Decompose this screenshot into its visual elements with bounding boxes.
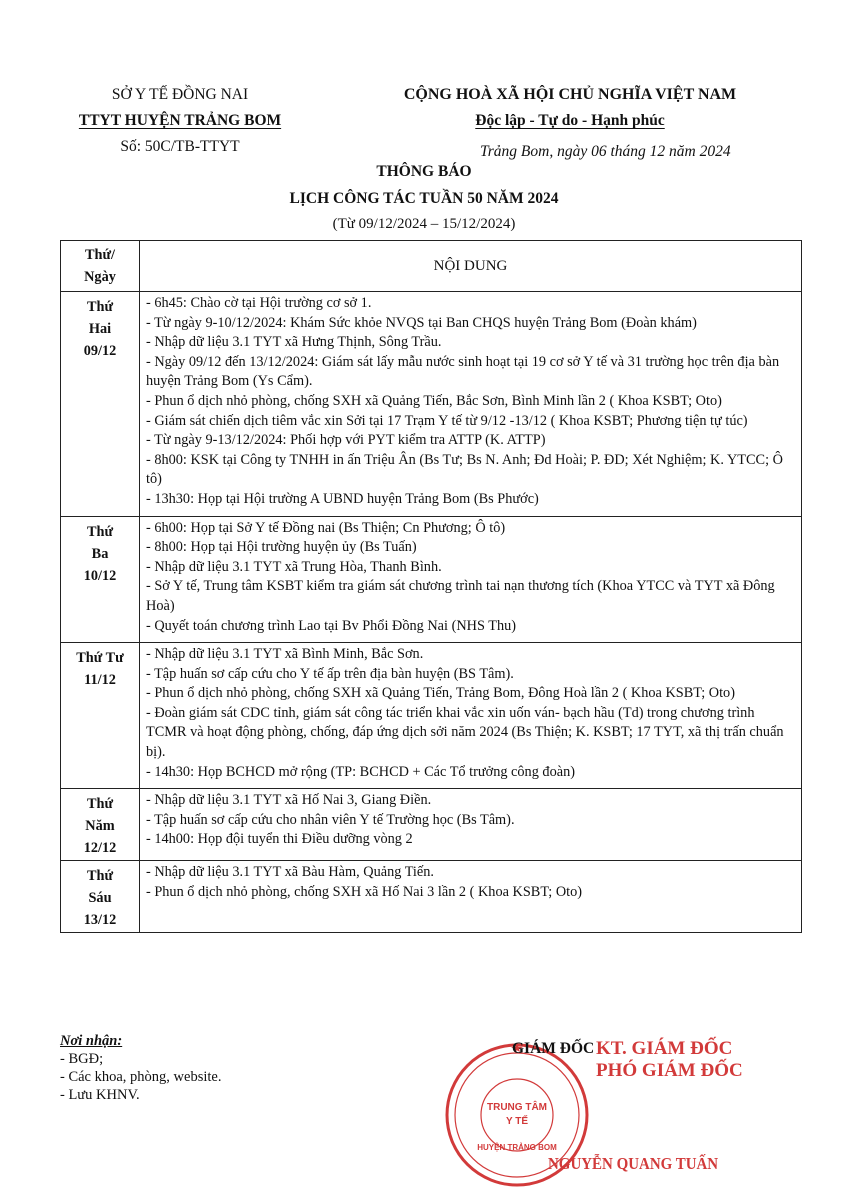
content-cell [140, 643, 802, 789]
day-label: Thứ [86, 523, 114, 540]
day-label: 11/12 [84, 672, 116, 689]
schedule-row [61, 643, 802, 789]
day-cell [61, 292, 140, 517]
schedule-item: - 14h00: Họp đội tuyển thi Điều dưỡng vòng 2 [146, 831, 413, 848]
schedule-item: - 8h00: KSK tại Công ty TNHH in ấn Triệu Ân (Bs Tư; Bs N. Anh; Đd Hoài; P. ĐD; Xét Nghiệm; K. YTCC; Ô tô) [146, 451, 783, 488]
schedule-body [61, 292, 802, 933]
signer-name: NGUYỄN QUANG TUẤN [548, 1154, 719, 1173]
schedule-item: - Phun ổ dịch nhỏ phòng, chống SXH xã Quảng Tiến, Bắc Sơn, Bình Minh lần 2 ( Khoa KSBT; Oto) [146, 392, 722, 409]
day-label: Thứ Tư [76, 650, 124, 667]
schedule-item: - 8h00: Họp tại Hội trường huyện ủy (Bs Tuấn) [146, 539, 417, 556]
schedule-row [61, 789, 802, 861]
schedule-item: - Giám sát chiến dịch tiêm vắc xin Sởi tại 17 Trạm Y tế từ 9/12 -13/12 ( Khoa KSBT; Phương tiện tự túc) [146, 412, 748, 429]
ministry-name: SỞ Y TẾ ĐỒNG NAI [111, 86, 249, 103]
day-label: Hai [88, 321, 112, 337]
day-cell [61, 789, 140, 861]
schedule-item: - Nhập dữ liệu 3.1 TYT xã Bàu Hàm, Quảng Tiến. [146, 864, 434, 881]
schedule-table [60, 240, 802, 933]
day-label: Thứ [86, 868, 114, 885]
svg-text:HUYỆN TRẢNG BOM: HUYỆN TRẢNG BOM [477, 1143, 557, 1152]
schedule-item: - Ngày 09/12 đến 13/12/2024: Giám sát lấy mẫu nước sinh hoạt tại 19 cơ sở Y tế và 31 trường học trên địa bàn huyện Trảng Bom (Ys Cẩm). [146, 353, 780, 390]
doc-subtitle: LỊCH CÔNG TÁC TUẦN 50 NĂM 2024 [289, 190, 559, 207]
schedule-item: - Nhập dữ liệu 3.1 TYT xã Bình Minh, Bắc Sơn. [146, 646, 424, 663]
document-number: Số: 50C/TB-TTYT [120, 138, 240, 155]
day-label: 09/12 [83, 343, 117, 359]
svg-text:TRUNG TÂM: TRUNG TÂM [487, 1102, 547, 1113]
content-cell [140, 861, 802, 933]
header-day-line1: Thứ/ [84, 247, 116, 263]
schedule-item: - Tập huấn sơ cấp cứu cho nhân viên Y tế Trường học (Bs Tâm). [146, 811, 515, 828]
day-label: 10/12 [83, 567, 117, 584]
day-label: 12/12 [83, 840, 117, 857]
recipient-item: - BGĐ; [60, 1051, 104, 1067]
day-label: 13/12 [83, 912, 117, 929]
header-content-cell: NỘI DUNG [140, 241, 802, 292]
director-title: GIÁM ĐỐC [512, 1040, 595, 1057]
kt-director: KT. GIÁM ĐỐC [596, 1038, 733, 1059]
country-name: CỘNG HOÀ XÃ HỘI CHỦ NGHĨA VIỆT NAM [403, 86, 737, 103]
schedule-item: - Quyết toán chương trình Lao tại Bv Phổi Đồng Nai (NHS Thu) [146, 617, 517, 634]
schedule-item: - 13h30: Họp tại Hội trường A UBND huyện Trảng Bom (Bs Phước) [146, 490, 539, 507]
day-cell [61, 861, 140, 933]
issuer-block [60, 82, 300, 160]
schedule-row [61, 516, 802, 643]
day-label: Năm [85, 818, 115, 835]
deputy-director: PHÓ GIÁM ĐỐC [596, 1060, 743, 1081]
schedule-item: - Nhập dữ liệu 3.1 TYT xã Hố Nai 3, Giang Điền. [146, 792, 432, 809]
schedule-row [61, 292, 802, 517]
schedule-item: - 14h30: Họp BCHCD mở rộng (TP: BCHCD + Các Tổ trưởng công đoàn) [146, 763, 575, 780]
motto: Độc lập - Tự do - Hạnh phúc [475, 112, 665, 129]
recipient-item: - Các khoa, phòng, website. [60, 1069, 222, 1085]
deputy-signature-block [596, 1038, 743, 1082]
schedule-item: - 6h00: Họp tại Sở Y tế Đồng nai (Bs Thiện; Cn Phương; Ô tô) [146, 519, 506, 536]
doc-title: THÔNG BÁO [376, 163, 472, 180]
content-cell [140, 789, 802, 861]
date-range: (Từ 09/12/2024 – 15/12/2024) [332, 216, 516, 232]
schedule-item: - Nhập dữ liệu 3.1 TYT xã Hưng Thịnh, Sông Trầu. [146, 334, 442, 351]
schedule-item: - Nhập dữ liệu 3.1 TYT xã Trung Hòa, Thanh Bình. [146, 558, 442, 575]
day-label: Sáu [88, 890, 112, 907]
national-header [320, 82, 820, 134]
schedule-item: - 6h45: Chào cờ tại Hội trường cơ sở 1. [146, 295, 372, 311]
content-cell [140, 292, 802, 517]
schedule-item: - Phun ổ dịch nhỏ phòng, chống SXH xã Hố Nai 3 lần 2 ( Khoa KSBT; Oto) [146, 883, 583, 900]
place-date: Trảng Bom, ngày 06 tháng 12 năm 2024 [480, 143, 731, 160]
schedule-row [61, 861, 802, 933]
content-cell [140, 516, 802, 643]
day-label: Thứ [86, 796, 114, 813]
header-day-line2: Ngày [84, 269, 116, 285]
header-day-cell [61, 241, 140, 292]
schedule-item: - Từ ngày 9-10/12/2024: Khám Sức khỏe NVQS tại Ban CHQS huyện Trảng Bom (Đoàn khám) [146, 314, 697, 331]
day-label: Ba [91, 545, 109, 562]
schedule-item: - Từ ngày 9-13/12/2024: Phối hợp với PYT kiểm tra ATTP (K. ATTP) [146, 432, 546, 449]
recipient-item: - Lưu KHNV. [60, 1087, 140, 1103]
unit-name: TTYT HUYỆN TRẢNG BOM [78, 112, 282, 129]
table-header-row [61, 241, 802, 292]
schedule-item: - Đoàn giám sát CDC tỉnh, giám sát công tác triển khai vắc xin uốn ván- bạch hầu (Td) trong chương trình TCMR và hoạt động phòng, chống, đáp ứng dịch sởi năm 2024 (Bs Thiện; K. KSBT; 17 TYT, xã thị trấn chuẩn bị). [146, 704, 784, 761]
schedule-item: - Sở Y tế, Trung tâm KSBT kiểm tra giám sát chương trình tai nạn thương tích (Khoa YTCC và TYT xã Đông Hoà) [146, 578, 775, 614]
schedule-item: - Tập huấn sơ cấp cứu cho Y tế ấp trên địa bàn huyện (BS Tâm). [146, 665, 514, 682]
day-label: Thứ [86, 299, 114, 315]
schedule-item: - Phun ổ dịch nhỏ phòng, chống SXH xã Quảng Tiến, Trảng Bom, Đông Hoà lần 2 ( Khoa KSBT; Oto) [146, 685, 735, 702]
recipients-label: Nơi nhận: [60, 1033, 123, 1049]
day-cell [61, 516, 140, 643]
svg-text:Y TẾ: Y TẾ [505, 1116, 529, 1127]
day-cell [61, 643, 140, 789]
recipients-block [60, 1032, 221, 1104]
